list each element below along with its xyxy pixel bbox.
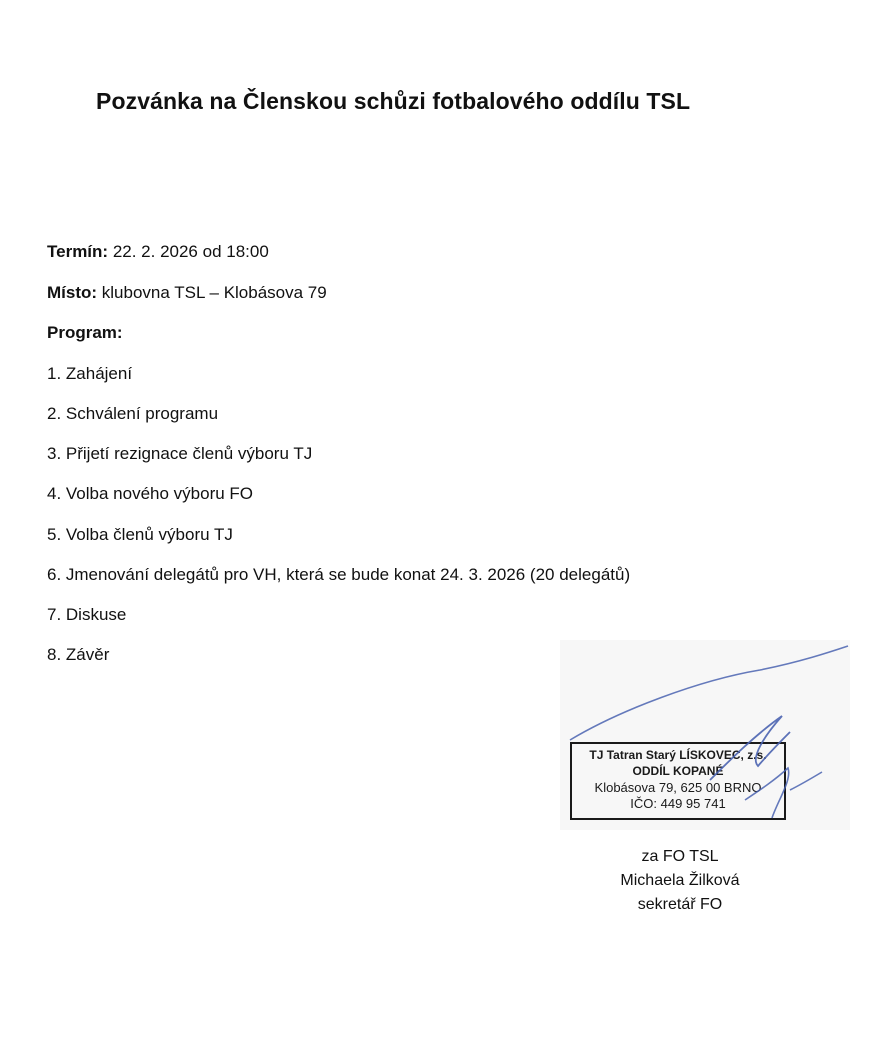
- program-label: Program:: [47, 323, 123, 342]
- program-item: 7. Diskuse: [47, 605, 127, 624]
- signature-role: sekretář FO: [637, 896, 723, 913]
- program-item: 4. Volba nového výboru FO: [47, 484, 254, 503]
- misto-label: Místo:: [47, 283, 98, 302]
- termin-line: [47, 242, 269, 262]
- signature-org: za FO TSL: [641, 848, 719, 865]
- program-item: 6. Jmenování delegátů pro VH, která se bude konat 24. 3. 2026 (20 delegátů): [47, 565, 631, 584]
- signature-block: [600, 845, 760, 917]
- misto-value: klubovna TSL – Klobásova 79: [101, 283, 327, 302]
- termin-label: Termín:: [47, 242, 109, 261]
- termin-value: 22. 2. 2026 od 18:00: [112, 242, 269, 261]
- stamp-line: Klobásova 79, 625 00 BRNO: [594, 780, 762, 795]
- signature-name: Michaela Žilková: [620, 872, 740, 889]
- program-heading: [47, 323, 123, 343]
- program-item: 8. Závěr: [47, 645, 110, 664]
- program-item: 2. Schválení programu: [47, 404, 219, 423]
- stamp-line: TJ Tatran Starý LÍSKOVEC, z.s.: [589, 748, 767, 762]
- program-item: 5. Volba členů výboru TJ: [47, 525, 233, 544]
- program-item: 1. Zahájení: [47, 364, 133, 383]
- document-title: Pozvánka na Členskou schůzi fotbalového oddílu TSL: [96, 88, 691, 114]
- stamp-line: IČO: 449 95 741: [630, 796, 726, 811]
- program-item: 3. Přijetí rezignace členů výboru TJ: [47, 444, 313, 463]
- stamp-line: ODDÍL KOPANÉ: [632, 764, 724, 778]
- misto-line: [47, 283, 327, 303]
- club-stamp: [570, 742, 786, 820]
